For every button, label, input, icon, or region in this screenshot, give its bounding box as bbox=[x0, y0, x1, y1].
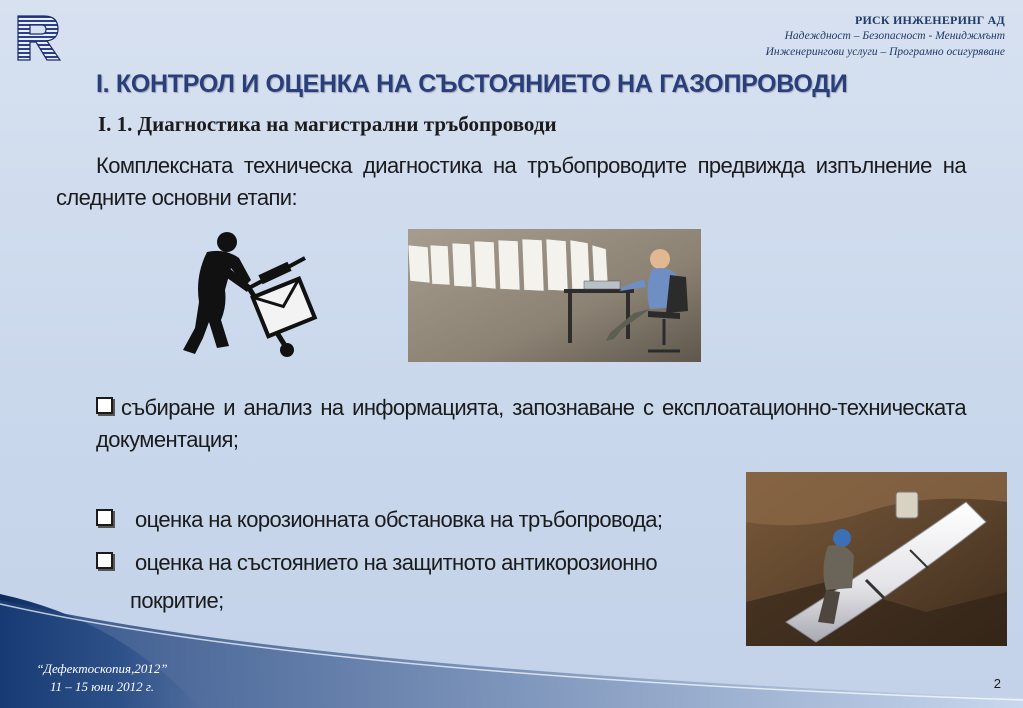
bullet-item-1-text: събиране и анализ на информацията, запознаване с експлоатационно-техническата документация; bbox=[96, 395, 966, 452]
company-name: РИСК ИНЖЕНЕРИНГ АД bbox=[854, 13, 1005, 27]
worker-with-handtruck-image bbox=[155, 228, 335, 358]
bullet-item-1 bbox=[96, 392, 966, 456]
bullet-item-3-text-line-2: покритие; bbox=[130, 588, 224, 613]
conference-name: “Дефектоскопия,2012” bbox=[36, 661, 168, 676]
bullet-item-2 bbox=[96, 504, 726, 536]
company-tagline-2: Инженерингови услуги – Програмно осигуряване bbox=[765, 46, 1005, 58]
checkbox-square-icon bbox=[96, 397, 113, 414]
bullet-item-2-text: оценка на корозионната обстановка на тръбопровода; bbox=[135, 507, 663, 532]
slide-title: I. КОНТРОЛ И ОЦЕНКА НА СЪСТОЯНИЕТО НА ГАЗОПРОВОДИ bbox=[96, 70, 848, 98]
intro-paragraph: Комплексната техническа диагностика на тръбопроводите предвижда изпълнение на следните основни етапи: bbox=[56, 153, 966, 210]
conference-dates: 11 – 15 юни 2012 г. bbox=[49, 679, 155, 694]
company-tagline-1: Надеждност – Безопасност - Мениджмънт bbox=[784, 30, 1005, 42]
conference-info bbox=[18, 660, 186, 696]
slide-subtitle: I. 1. Диагностика на магистрални тръбопроводи bbox=[98, 112, 557, 136]
company-header bbox=[766, 13, 1005, 60]
bullet-item-3-text-line-1: оценка на състоянието на защитното антикорозионно bbox=[135, 550, 657, 575]
businessman-paper-stream-photo bbox=[408, 229, 701, 362]
page-number: 2 bbox=[993, 676, 1001, 691]
checkbox-square-icon bbox=[96, 509, 113, 526]
checkbox-square-icon bbox=[96, 552, 113, 569]
company-logo-icon bbox=[14, 12, 62, 64]
